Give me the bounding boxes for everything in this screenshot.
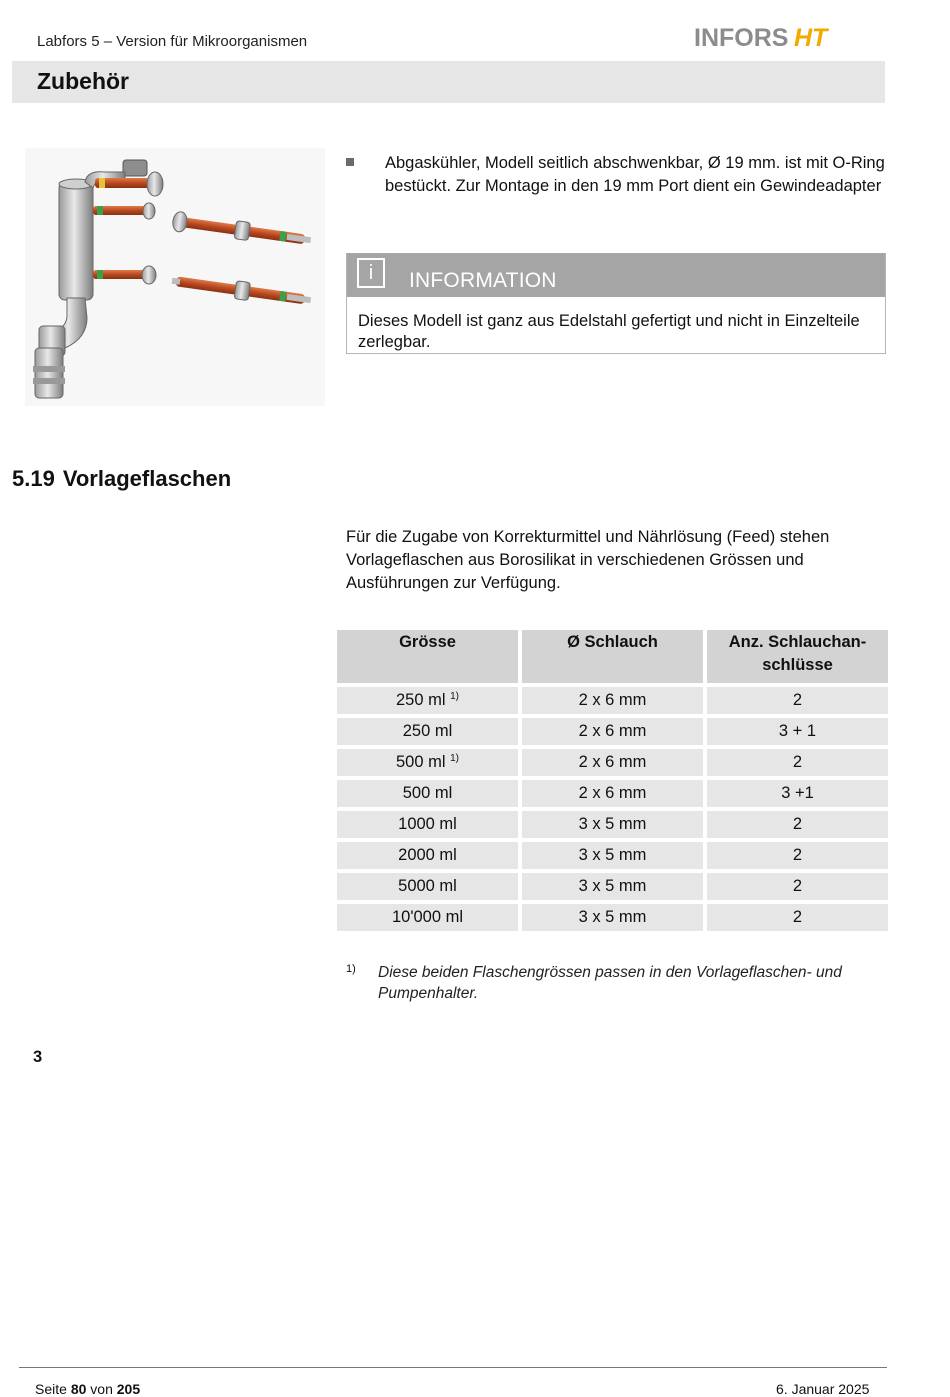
cell-size [337,780,518,807]
exhaust-cooler-photo-icon [25,148,325,406]
cell-connections: 3 +1 [707,780,888,807]
footer-page-total: 205 [116,1381,141,1397]
header-connections-line2: schlüsse [762,656,833,674]
chapter-title: Zubehör [37,68,129,94]
cell-hose: 2 x 6 mm [522,718,703,745]
cell-connections: 2 [707,873,888,900]
size-value: 500 ml [395,753,446,771]
cell-hose: 2 x 6 mm [522,687,703,714]
header-size: Grösse [337,630,518,683]
cell-size [337,749,518,776]
cell-hose: 3 x 5 mm [522,811,703,838]
cell-hose: 2 x 6 mm [522,749,703,776]
cell-connections: 2 [707,749,888,776]
footer-date: 6. Januar 2025 [776,1381,870,1397]
table-row [337,842,888,869]
size-footnote-ref: 1) [450,753,460,764]
header-connections [707,630,888,683]
svg-text:HT: HT [794,24,828,50]
cell-size [337,873,518,900]
accessory-description: Abgaskühler, Modell seitlich abschwenkbar, Ø 19 mm. ist mit O-Ring bestückt. Zur Montage in den 19 mm Port dient ein Gewindeadapter [385,154,885,195]
information-box [346,253,886,354]
table-row [337,718,888,745]
table-row [337,780,888,807]
infors-ht-logo [694,24,844,50]
cell-hose: 3 x 5 mm [522,873,703,900]
cell-connections: 2 [707,842,888,869]
cell-size [337,718,518,745]
table-row [337,873,888,900]
information-title: INFORMATION [409,269,557,292]
cell-size [337,842,518,869]
cell-size [337,811,518,838]
size-value: 2000 ml [398,846,457,864]
header-connections-line1: Anz. Schlauchan- [728,633,867,651]
table-row [337,904,888,931]
footer-page-current: 80 [70,1381,87,1397]
bottles-table [333,626,892,935]
page-marker: 3 [33,1048,43,1066]
size-value: 250 ml [395,691,446,709]
size-footnote-ref: 1) [450,691,460,702]
square-bullet-icon [346,158,354,166]
cell-connections: 2 [707,687,888,714]
information-header [347,253,885,297]
document-subtitle: Labfors 5 – Version für Mikroorganismen [37,33,308,50]
table-header-row [337,630,888,683]
footnote-mark: 1) [346,963,356,975]
cell-size [337,904,518,931]
footer-page-number [35,1381,140,1397]
table-row [337,687,888,714]
cell-connections: 3 + 1 [707,718,888,745]
footer-page-sep: von [90,1381,113,1397]
section-heading [12,466,231,492]
svg-text:INFORS: INFORS [694,24,789,50]
size-value: 5000 ml [398,877,457,895]
footnote-text: Diese beiden Flaschengrössen passen in den Vorlageflaschen- und Pumpenhalter. [378,964,842,1002]
size-value: 10'000 ml [391,908,464,926]
information-text: Dieses Modell ist ganz aus Edelstahl gefertigt und nicht in Einzelteile zerlegbar. [358,312,860,351]
info-icon: i [357,258,385,288]
cell-connections: 2 [707,904,888,931]
size-value: 1000 ml [398,815,457,833]
table-body [337,687,888,931]
header-hose: Ø Schlauch [522,630,703,683]
accessory-bullet-item [346,152,886,198]
cell-hose: 2 x 6 mm [522,780,703,807]
size-value: 250 ml [402,722,453,740]
cell-size [337,687,518,714]
table-row [337,749,888,776]
footer-divider [19,1367,887,1368]
footer-page-prefix: Seite [35,1381,67,1397]
size-value: 500 ml [402,784,453,802]
chapter-band [12,61,885,103]
intro-paragraph: Für die Zugabe von Korrekturmittel und Nährlösung (Feed) stehen Vorlageflaschen aus Borosilikat in verschiedenen Grössen und Ausführungen zur Verfügung. [346,528,830,592]
table-row [337,811,888,838]
cell-hose: 3 x 5 mm [522,842,703,869]
cell-connections: 2 [707,811,888,838]
cell-hose: 3 x 5 mm [522,904,703,931]
section-number: 5.19 [12,466,55,491]
section-title: Vorlageflaschen [62,466,232,491]
